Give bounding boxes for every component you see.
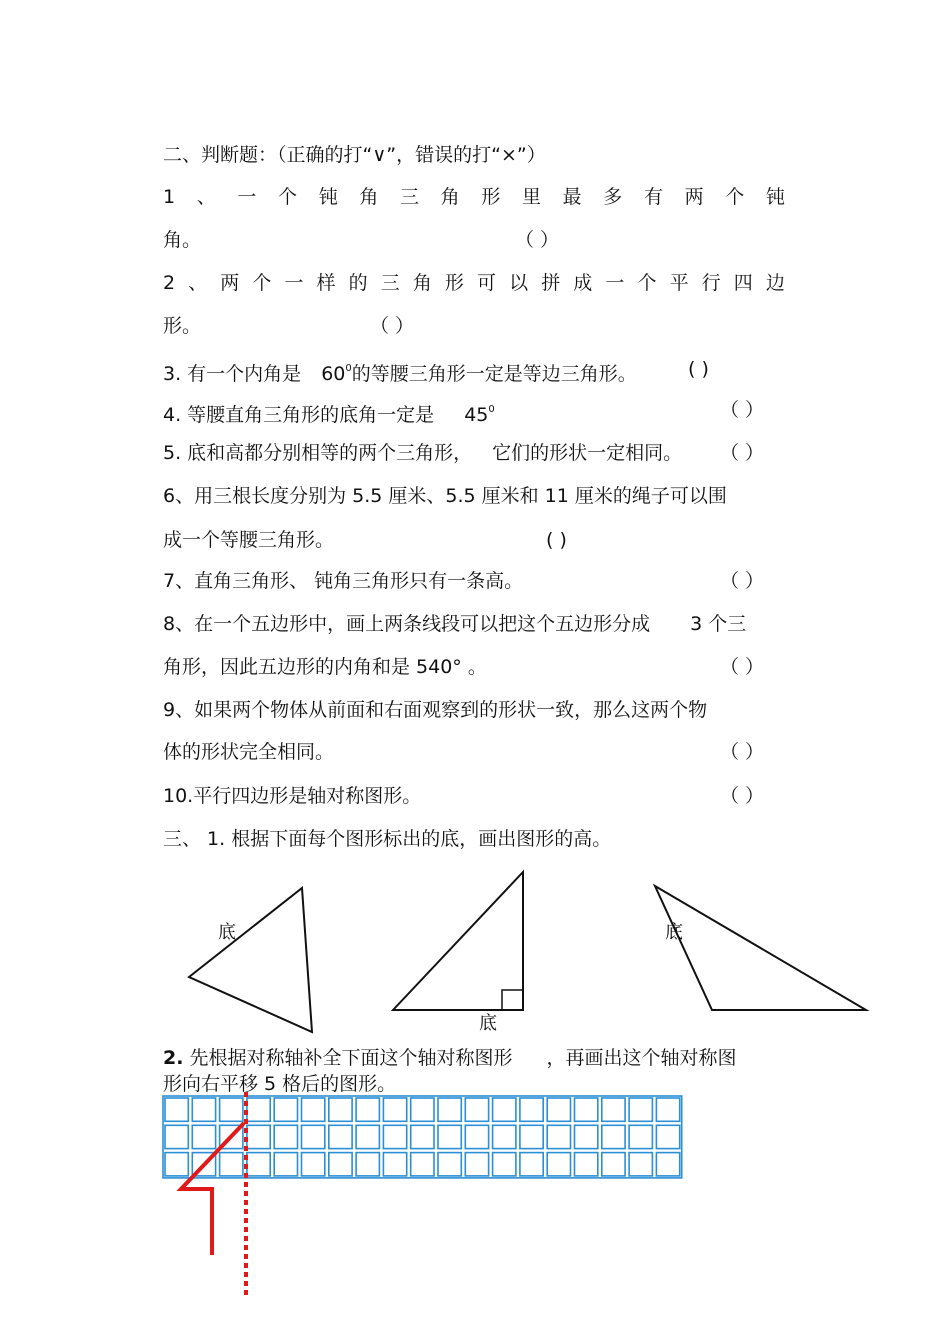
grid-cell [465, 1098, 488, 1121]
question-8-line-2: 角形，因此五边形的内角和是 540° 。 [163, 656, 487, 678]
answer-blank-2[interactable]: （ ） [370, 315, 415, 337]
question-3-text-b: 的等腰三角形一定是等边三角形。 [351, 363, 637, 385]
answer-blank-7[interactable]: （ ） [720, 570, 765, 592]
question-10: 10.平行四边形是轴对称图形。 [163, 785, 422, 807]
grid-cell [438, 1153, 461, 1176]
question-2-char: 四 [733, 272, 753, 294]
grid-cell [329, 1098, 352, 1121]
question-2-char: 拼 [541, 272, 561, 294]
question-2-char: 可 [477, 272, 497, 294]
base-label-triangle-2: 底 [479, 1013, 497, 1034]
grid-cell [656, 1125, 679, 1148]
question-4-degree: 0 [488, 404, 495, 415]
section-three-question-2-text-b: ，再画出这个轴对称图 [546, 1047, 737, 1069]
question-5-text-a: 5. 底和高都分别相等的两个三角形， [163, 442, 473, 464]
question-2-char: 一 [605, 272, 625, 294]
question-2-char: 个 [252, 272, 272, 294]
answer-blank-9[interactable]: （ ） [720, 741, 765, 763]
question-1-char: 两 [684, 186, 704, 208]
question-3-angle: 60 [321, 363, 346, 385]
grid-cell [547, 1153, 570, 1176]
grid-cell [602, 1125, 625, 1148]
grid-cell [656, 1153, 679, 1176]
grid-cell [274, 1153, 297, 1176]
question-1-char: 钝 [765, 186, 785, 208]
grid-cell [192, 1125, 215, 1148]
question-2-char: 、 [188, 272, 208, 294]
grid-cell [656, 1098, 679, 1121]
grid-cell [629, 1153, 652, 1176]
question-2-char: 样 [316, 272, 336, 294]
grid-cell [575, 1125, 598, 1148]
question-6-line-1: 6、用三根长度分别为 5.5 厘米、5.5 厘米和 11 厘米的绳子可以围 [163, 485, 727, 507]
grid-cell [247, 1125, 270, 1148]
grid-cell [465, 1153, 488, 1176]
question-8-text-b: 3 个三 [690, 613, 747, 635]
grid-cell [165, 1125, 188, 1148]
question-1-char: 个 [278, 186, 298, 208]
grid-cell [465, 1125, 488, 1148]
grid-cell [220, 1098, 243, 1121]
answer-blank-6[interactable]: ( ) [546, 529, 567, 551]
grid-cell [493, 1125, 516, 1148]
section-two-heading: 二、判断题：（正确的打“∨”，错误的打“×”） [163, 144, 546, 166]
question-1-char: 角 [440, 186, 460, 208]
question-7: 7、直角三角形、 钝角三角形只有一条高。 [163, 570, 524, 592]
answer-blank-4[interactable]: （ ） [720, 399, 765, 421]
question-1-char: 多 [603, 186, 623, 208]
grid-cell [411, 1153, 434, 1176]
grid-cell [493, 1153, 516, 1176]
grid-border [163, 1096, 682, 1178]
section-three-question-2-number: 2. [163, 1047, 184, 1069]
question-1-char: 1 [163, 186, 176, 208]
grid-cell [192, 1098, 215, 1121]
question-4-angle: 45 [464, 404, 489, 426]
half-figure [181, 1123, 244, 1255]
question-9-line-1: 9、如果两个物体从前面和右面观察到的形状一致，那么这两个物 [163, 699, 708, 721]
question-2-char: 行 [701, 272, 721, 294]
grid-cell [274, 1125, 297, 1148]
grid-cell [165, 1153, 188, 1176]
question-3-text-a: 3. 有一个内角是 [163, 363, 302, 385]
answer-blank-10[interactable]: （ ） [720, 785, 765, 807]
grid-cell [411, 1125, 434, 1148]
question-2-line-2: 形。 [163, 315, 202, 337]
grid-cell [247, 1098, 270, 1121]
question-9-line-2: 体的形状完全相同。 [163, 741, 335, 763]
section-three-question-2-line-2: 形向右平移 5 格后的图形。 [163, 1073, 397, 1095]
question-1-char: 一 [237, 186, 257, 208]
question-1-char: 三 [400, 186, 420, 208]
grid-cell [356, 1125, 379, 1148]
question-2-char: 的 [348, 272, 368, 294]
question-1-line-2: 角。 [163, 229, 202, 251]
section-three-question-1: 三、 1. 根据下面每个图形标出的底，画出图形的高。 [163, 828, 612, 850]
section-three-question-2-text-a: 先根据对称轴补全下面这个轴对称图形 [189, 1047, 513, 1069]
grid-cell [520, 1153, 543, 1176]
question-1-char: 角 [359, 186, 379, 208]
question-2-char: 角 [412, 272, 432, 294]
grid-cell [602, 1153, 625, 1176]
grid-cell [302, 1098, 325, 1121]
question-1-char: 钝 [318, 186, 338, 208]
question-2-char: 边 [765, 272, 785, 294]
question-6-line-2: 成一个等腰三角形。 [163, 529, 335, 551]
question-2-char: 个 [637, 272, 657, 294]
answer-blank-5[interactable]: （ ） [720, 442, 765, 464]
question-1-char: 里 [521, 186, 541, 208]
grid-cell [547, 1098, 570, 1121]
grid-cell [329, 1125, 352, 1148]
grid-cell [575, 1098, 598, 1121]
grid-cell [329, 1153, 352, 1176]
square-grid [163, 1096, 682, 1178]
grid-cell [274, 1098, 297, 1121]
grid-cell [438, 1125, 461, 1148]
question-2-char: 一 [284, 272, 304, 294]
question-2-char: 两 [220, 272, 240, 294]
grid-cell [220, 1153, 243, 1176]
question-1-char: 最 [562, 186, 582, 208]
grid-cell [520, 1098, 543, 1121]
grid-cell [302, 1153, 325, 1176]
base-label-triangle-1: 底 [218, 922, 236, 943]
base-label-triangle-3: 底 [665, 922, 683, 943]
question-2-char: 形 [444, 272, 464, 294]
grid-cell [383, 1125, 406, 1148]
grid-cell [629, 1098, 652, 1121]
question-2-char: 以 [509, 272, 529, 294]
grid-cell [383, 1153, 406, 1176]
grid-cell [356, 1153, 379, 1176]
answer-blank-1[interactable]: （ ） [515, 229, 560, 251]
grid-cell [383, 1098, 406, 1121]
grid-cell [302, 1125, 325, 1148]
grid-cell [165, 1098, 188, 1121]
question-4-text: 4. 等腰直角三角形的底角一定是 [163, 404, 435, 426]
answer-blank-8[interactable]: （ ） [720, 656, 765, 678]
question-1-char: 个 [725, 186, 745, 208]
grid-cell [356, 1098, 379, 1121]
question-1-char: 形 [481, 186, 501, 208]
grid-cell [493, 1098, 516, 1121]
question-2-char: 三 [380, 272, 400, 294]
grid-cell [602, 1098, 625, 1121]
question-2-char: 成 [573, 272, 593, 294]
grid-cell [575, 1153, 598, 1176]
question-1-char: 有 [643, 186, 663, 208]
question-3-degree: 0 [345, 363, 352, 374]
grid-cell [629, 1125, 652, 1148]
question-1-char: 、 [196, 186, 216, 208]
grid-cell [547, 1125, 570, 1148]
grid-cell [438, 1098, 461, 1121]
grid-cell [411, 1098, 434, 1121]
grid-cell [247, 1153, 270, 1176]
answer-blank-3[interactable]: ( ) [688, 358, 709, 380]
question-2-char: 平 [669, 272, 689, 294]
question-8-text-a: 8、在一个五边形中，画上两条线段可以把这个五边形分成 [163, 613, 651, 635]
question-2-char: 2 [163, 272, 176, 294]
question-5-text-b: 它们的形状一定相同。 [492, 442, 683, 464]
grid-cell [520, 1125, 543, 1148]
